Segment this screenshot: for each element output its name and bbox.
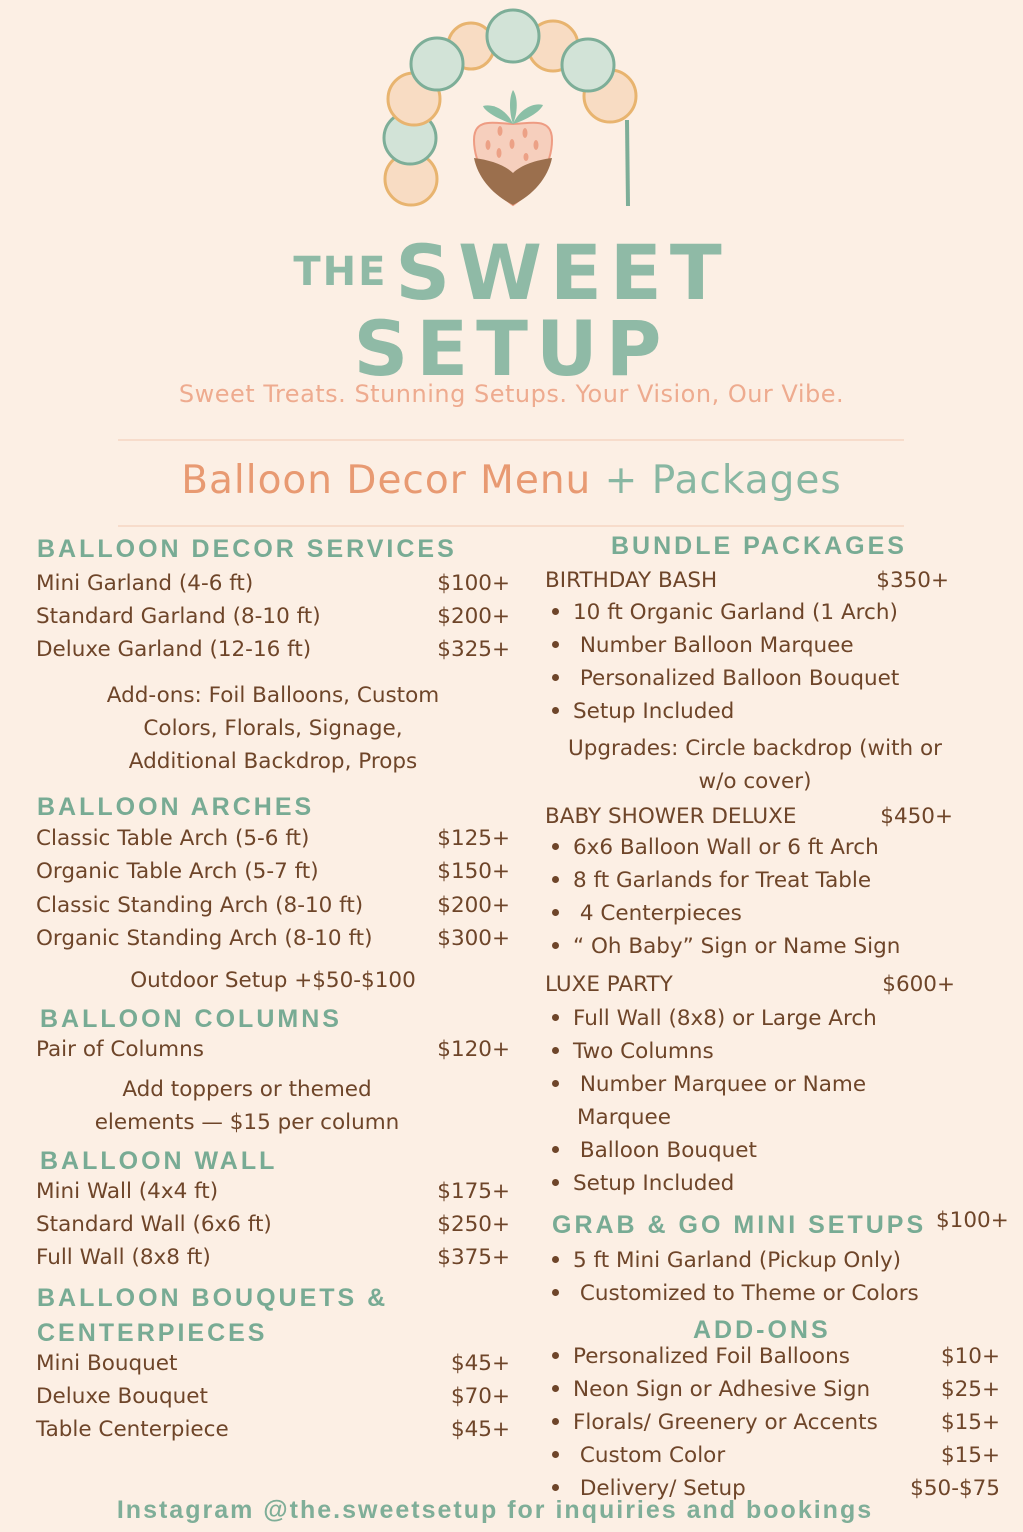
addon-item: Custom Color $15+	[552, 1443, 1000, 1468]
bullet-item: 4 Centerpieces	[552, 901, 742, 926]
price-row: Classic Table Arch (5-6 ft) $125+	[36, 826, 510, 851]
balloon-arch-strawberry-logo-icon	[0, 0, 1023, 215]
package-baby-shower-deluxe: BABY SHOWER DELUXE $450+	[545, 804, 953, 829]
price-row: Standard Garland (8-10 ft) $200+	[36, 604, 510, 629]
divider-top	[118, 439, 904, 441]
bullet-item: Customized to Theme or Colors	[552, 1281, 919, 1306]
bullet-item: Number Marquee or Name	[552, 1072, 866, 1097]
section-heading-services: BALLOON DECOR SERVICES	[37, 535, 457, 563]
price-row: Organic Table Arch (5-7 ft) $150+	[36, 859, 510, 884]
price-row: Deluxe Garland (12-16 ft) $325+	[36, 637, 510, 662]
grab-go-price: $100+	[936, 1208, 1009, 1233]
bullet-item: Balloon Bouquet	[552, 1138, 757, 1163]
section-heading-bouquets-line2: CENTERPIECES	[37, 1319, 268, 1347]
brand-setup: SETUP	[353, 304, 670, 393]
bullet-item: Setup Included	[552, 699, 734, 724]
package-birthday-bash: BIRTHDAY BASH $350+	[545, 568, 949, 593]
addon-item: Florals/ Greenery or Accents $15+	[552, 1410, 1000, 1435]
divider-bottom	[118, 525, 904, 527]
bullet-item: 10 ft Organic Garland (1 Arch)	[552, 600, 898, 625]
price-row: Deluxe Bouquet $70+	[36, 1384, 510, 1409]
package-luxe-party: LUXE PARTY $600+	[545, 972, 955, 997]
addon-item: Delivery/ Setup $50-$75	[552, 1476, 1000, 1501]
birthday-upgrades-note: Upgrades: Circle backdrop (with or w/o cover)	[568, 736, 942, 794]
price-row: Standard Wall (6x6 ft) $250+	[36, 1212, 510, 1237]
bullet-item: “ Oh Baby” Sign or Name Sign	[552, 934, 900, 959]
section-heading-addons: ADD-ONS	[693, 1316, 831, 1344]
price-row: Mini Garland (4-6 ft) $100+	[36, 571, 510, 596]
price-row: Mini Bouquet $45+	[36, 1351, 510, 1376]
section-heading-columns: BALLOON COLUMNS	[40, 1005, 342, 1033]
price-row: Table Centerpiece $45+	[36, 1417, 510, 1442]
menu-title-part1: Balloon Decor Menu	[181, 458, 592, 503]
section-heading-wall: BALLOON WALL	[40, 1147, 278, 1175]
addon-item: Neon Sign or Adhesive Sign $25+	[552, 1377, 1000, 1402]
bullet-item: Number Balloon Marquee	[552, 633, 854, 658]
bullet-item: Full Wall (8x8) or Large Arch	[552, 1006, 877, 1031]
menu-title-plus: +	[604, 458, 639, 503]
bullet-continuation: Marquee	[577, 1105, 671, 1130]
brand-the: THE	[293, 249, 388, 295]
menu-title	[0, 458, 1023, 503]
tagline: Sweet Treats. Stunning Setups. Your Vision, Our Vibe.	[178, 380, 845, 408]
section-heading-bouquets: BALLOON BOUQUETS &	[37, 1284, 389, 1312]
section-heading-bundles: BUNDLE PACKAGES	[611, 532, 907, 560]
section-heading-grab-go: GRAB & GO MINI SETUPS	[552, 1211, 927, 1239]
brand-sweet: SWEET	[395, 228, 730, 317]
section-heading-arches: BALLOON ARCHES	[37, 793, 315, 821]
bullet-item: Two Columns	[552, 1039, 714, 1064]
arches-outdoor-note: Outdoor Setup +$50-$100	[130, 968, 416, 993]
bullet-item: 6x6 Balloon Wall or 6 ft Arch	[552, 835, 879, 860]
price-row: Mini Wall (4x4 ft) $175+	[36, 1179, 510, 1204]
bullet-item: Setup Included	[552, 1171, 734, 1196]
price-row: Organic Standing Arch (8-10 ft) $300+	[36, 926, 510, 951]
price-row: Pair of Columns $120+	[36, 1037, 510, 1062]
services-addons-note: Add-ons: Foil Balloons, Custom Colors, Florals, Signage, Additional Backdrop, Props	[106, 683, 440, 774]
menu-title-part2: Packages	[651, 458, 842, 503]
addon-item: Personalized Foil Balloons $10+	[552, 1344, 1000, 1369]
price-row: Full Wall (8x8 ft) $375+	[36, 1245, 510, 1270]
instagram-footer: Instagram @the.sweetsetup for inquiries and bookings	[116, 1496, 874, 1524]
columns-toppers-note: Add toppers or themed elements — $15 per column	[94, 1077, 400, 1135]
bullet-item: 8 ft Garlands for Treat Table	[552, 868, 871, 893]
price-row: Classic Standing Arch (8-10 ft) $200+	[36, 893, 510, 918]
bullet-item: 5 ft Mini Garland (Pickup Only)	[552, 1248, 901, 1273]
bullet-item: Personalized Balloon Bouquet	[552, 666, 899, 691]
